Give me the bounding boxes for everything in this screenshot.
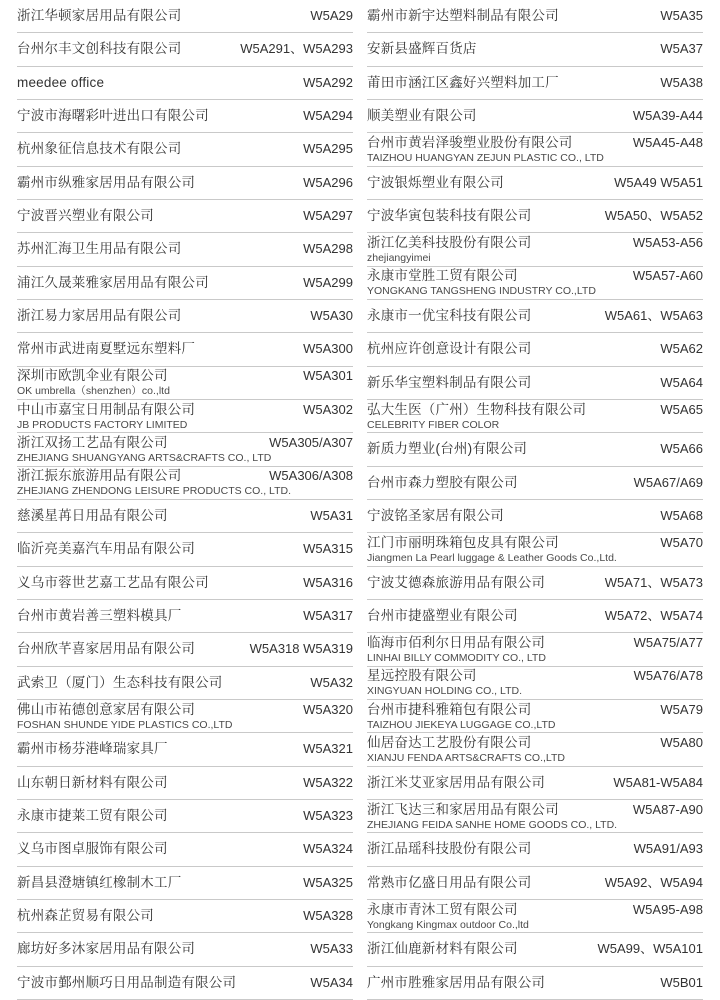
booth-code: W5A79: [660, 701, 703, 717]
exhibitor-row-main: [367, 841, 703, 857]
booth-code: W5A53-A56: [632, 234, 703, 250]
booth-code: W5A50、W5A52: [604, 208, 703, 224]
exhibitor-row: [17, 633, 353, 666]
company-name: 宁波市海曙彩叶进出口有限公司: [17, 108, 209, 124]
booth-code: W5A320: [303, 701, 353, 717]
company-name: 山东朝日新材料有限公司: [17, 774, 168, 790]
booth-code: W5A57-A60: [632, 268, 703, 284]
exhibitor-row-main: [17, 908, 353, 924]
booth-code: W5A297: [303, 208, 353, 224]
booth-code: W5B01: [660, 974, 703, 990]
company-name: 常州市武进南夏墅远东塑料厂: [17, 341, 196, 357]
exhibitor-row-main: [17, 341, 353, 357]
exhibitor-row: [367, 433, 703, 466]
exhibitor-row: [17, 600, 353, 633]
exhibitor-row: [367, 733, 703, 766]
booth-code: W5A61、W5A63: [604, 308, 703, 324]
exhibitor-row-main: [17, 241, 353, 257]
exhibitor-row-main: [17, 841, 353, 857]
company-name: 广州市胜雅家居用品有限公司: [367, 974, 546, 990]
exhibitor-row-main: [367, 75, 703, 91]
company-name: 杭州象征信息技术有限公司: [17, 141, 182, 157]
company-name: 临海市佰利尔日用品有限公司: [367, 634, 546, 650]
booth-code: W5A49 W5A51: [614, 174, 703, 190]
exhibitor-row: [367, 833, 703, 866]
exhibitor-row-main: [17, 641, 353, 657]
exhibitor-row: [17, 167, 353, 200]
company-name: 中山市嘉宝日用制品有限公司: [17, 401, 196, 417]
exhibitor-row: [17, 0, 353, 33]
booth-code: W5A316: [303, 574, 353, 590]
company-name: 浦江久晟莱雅家居用品有限公司: [17, 274, 209, 290]
exhibitor-row: [17, 667, 353, 700]
company-name: 霸州市杨芬港峰瑞家具厂: [17, 741, 168, 757]
booth-code: W5A315: [303, 541, 353, 557]
company-name: 永康市堂胜工贸有限公司: [367, 268, 518, 284]
exhibitor-row-main: [17, 402, 353, 418]
exhibitor-row: [367, 700, 703, 733]
exhibitor-row-main: [367, 735, 703, 751]
exhibitor-row-main: [17, 175, 353, 191]
company-name: 浙江双扬工艺品有限公司: [17, 434, 168, 450]
company-name: 江门市丽明珠箱包皮具有限公司: [367, 534, 559, 550]
exhibitor-row-main: [367, 702, 703, 718]
exhibitor-row-main: [367, 375, 703, 391]
company-name: 宁波华寅包装科技有限公司: [367, 208, 532, 224]
exhibitor-row: [17, 233, 353, 266]
exhibitor-row: [17, 33, 353, 66]
company-subname: TAIZHOU JIEKEYA LUGGAGE CO.,LTD: [367, 718, 556, 731]
exhibitor-row: [17, 833, 353, 866]
company-name: 慈溪星苒日用品有限公司: [17, 508, 168, 524]
exhibitor-row-main: [367, 41, 703, 57]
exhibitor-row: [367, 600, 703, 633]
company-name: 苏州汇海卫生用品有限公司: [17, 241, 182, 257]
exhibitor-row-main: [367, 341, 703, 357]
booth-code: W5A324: [303, 841, 353, 857]
exhibitor-row: [17, 300, 353, 333]
exhibitor-row: [367, 567, 703, 600]
booth-code: W5A322: [303, 774, 353, 790]
exhibitor-row: [17, 767, 353, 800]
exhibitor-row: [367, 400, 703, 433]
company-name: 宁波银烁塑业有限公司: [367, 174, 504, 190]
exhibitor-row: [17, 200, 353, 233]
company-subname: YONGKANG TANGSHENG INDUSTRY CO.,LTD: [367, 285, 596, 298]
exhibitor-row: [367, 633, 703, 666]
exhibitor-row-main: [17, 275, 353, 291]
exhibitor-row-main: [17, 468, 353, 484]
booth-code: W5A71、W5A73: [604, 574, 703, 590]
exhibitor-row: [17, 133, 353, 166]
exhibitor-row: [17, 800, 353, 833]
exhibitor-row: [17, 967, 353, 1000]
exhibitor-row-main: [17, 308, 353, 324]
exhibitor-row: [17, 267, 353, 300]
company-name: 台州市黄岩泽骏塑业股份有限公司: [367, 134, 573, 150]
booth-code: W5A294: [303, 108, 353, 124]
exhibitor-row: [367, 167, 703, 200]
company-subname: ZHEJIANG FEIDA SANHE HOME GOODS CO., LTD.: [367, 818, 618, 831]
company-name: 永康市捷莱工贸有限公司: [17, 808, 168, 824]
company-subname: zhejiangyimei: [367, 251, 431, 264]
booth-code: W5A29: [310, 8, 353, 24]
company-subname: Jiangmen La Pearl luggage & Leather Goods Co.,Ltd.: [367, 551, 617, 564]
exhibitor-row: [17, 100, 353, 133]
exhibitor-row-main: [17, 208, 353, 224]
exhibitor-row: [17, 67, 353, 100]
company-name: 浙江易力家居用品有限公司: [17, 308, 182, 324]
company-name: 安新县盛辉百货店: [367, 41, 477, 57]
exhibitor-row-main: [17, 575, 353, 591]
exhibitor-row: [17, 733, 353, 766]
exhibitor-row: [367, 100, 703, 133]
company-subname: ZHEJIANG SHUANGYANG ARTS&CRAFTS CO., LTD: [17, 451, 272, 464]
exhibitor-row-main: [367, 775, 703, 791]
company-name: 新乐华宝塑料制品有限公司: [367, 374, 532, 390]
exhibitor-row: [367, 33, 703, 66]
booth-code: W5A68: [660, 508, 703, 524]
exhibitor-row-main: [367, 135, 703, 151]
exhibitor-row: [367, 533, 703, 566]
company-subname: XINGYUAN HOLDING CO., LTD.: [367, 685, 522, 698]
exhibitor-row-main: [367, 902, 703, 918]
booth-code: W5A45-A48: [632, 134, 703, 150]
company-name: 永康市青沐工贸有限公司: [367, 901, 518, 917]
exhibitor-row-main: [367, 802, 703, 818]
exhibitor-row-main: [367, 8, 703, 24]
booth-code: W5A91/A93: [633, 841, 703, 857]
exhibitor-row: [367, 933, 703, 966]
exhibitor-row: [367, 500, 703, 533]
company-name: 义乌市蓉世艺嘉工艺品有限公司: [17, 574, 209, 590]
booth-code: W5A317: [303, 608, 353, 624]
exhibitor-row-main: [367, 575, 703, 591]
exhibitor-row-main: [367, 875, 703, 891]
exhibitor-row: [367, 800, 703, 833]
exhibitor-row-main: [367, 308, 703, 324]
company-name: 台州市捷盛塑业有限公司: [367, 608, 518, 624]
company-name: 台州欣芊喜家居用品有限公司: [17, 641, 196, 657]
exhibitor-row: [17, 500, 353, 533]
exhibitor-row-main: [17, 508, 353, 524]
company-subname: OK umbrella（shenzhen）co.,ltd: [17, 385, 170, 398]
exhibitor-row: [367, 133, 703, 166]
booth-code: W5A30: [310, 308, 353, 324]
exhibitor-row: [17, 333, 353, 366]
booth-code: W5A99、W5A101: [597, 941, 703, 957]
exhibitor-row-main: [367, 975, 703, 991]
booth-code: W5A296: [303, 174, 353, 190]
company-name: 义乌市图卓服饰有限公司: [17, 841, 168, 857]
company-name: meedee office: [17, 74, 105, 90]
booth-code: W5A300: [303, 341, 353, 357]
booth-code: W5A62: [660, 341, 703, 357]
exhibitor-row-main: [17, 941, 353, 957]
booth-code: W5A321: [303, 741, 353, 757]
exhibitor-row-main: [367, 208, 703, 224]
exhibitor-column-left: [17, 0, 353, 1000]
company-name: 宁波铭圣家居有限公司: [367, 508, 504, 524]
company-name: 弘大生医（广州）生物科技有限公司: [367, 401, 587, 417]
company-name: 顺美塑业有限公司: [367, 108, 477, 124]
booth-code: W5A291、W5A293: [240, 41, 353, 57]
company-name: 台州尔丰文创科技有限公司: [17, 41, 182, 57]
booth-code: W5A81-W5A84: [613, 774, 703, 790]
exhibitor-row: [367, 300, 703, 333]
booth-code: W5A72、W5A74: [604, 608, 703, 624]
booth-code: W5A39-A44: [632, 108, 703, 124]
exhibitor-row: [17, 567, 353, 600]
booth-code: W5A67/A69: [633, 474, 703, 490]
exhibitor-row: [367, 333, 703, 366]
booth-code: W5A75/A77: [633, 634, 703, 650]
exhibitor-row: [17, 933, 353, 966]
company-name: 浙江华顿家居用品有限公司: [17, 8, 182, 24]
booth-code: W5A34: [310, 974, 353, 990]
company-name: 霸州市纵雅家居用品有限公司: [17, 174, 196, 190]
exhibitor-row-main: [17, 702, 353, 718]
exhibitor-row-main: [17, 75, 353, 91]
booth-code: W5A37: [660, 41, 703, 57]
booth-code: W5A292: [303, 74, 353, 90]
exhibitor-row: [367, 967, 703, 1000]
company-name: 台州市森力塑胶有限公司: [367, 474, 518, 490]
company-subname: XIANJU FENDA ARTS&CRAFTS CO.,LTD: [367, 751, 565, 764]
exhibitor-row-main: [17, 775, 353, 791]
exhibitor-row-main: [367, 608, 703, 624]
exhibitor-row-main: [367, 475, 703, 491]
exhibitor-row: [17, 433, 353, 466]
exhibitor-row-main: [17, 975, 353, 991]
exhibitor-row: [17, 467, 353, 500]
booth-code: W5A298: [303, 241, 353, 257]
exhibitor-row-main: [367, 235, 703, 251]
company-name: 新质力塑业(台州)有限公司: [367, 441, 528, 457]
exhibitor-row: [367, 233, 703, 266]
company-name: 莆田市涵江区鑫好兴塑料加工厂: [367, 74, 559, 90]
company-name: 宁波市鄞州顺巧日用品制造有限公司: [17, 974, 237, 990]
company-name: 深圳市欧凯伞业有限公司: [17, 368, 168, 384]
company-name: 浙江米艾亚家居用品有限公司: [367, 774, 546, 790]
exhibitor-row-main: [17, 741, 353, 757]
exhibitor-row: [17, 533, 353, 566]
company-subname: TAIZHOU HUANGYAN ZEJUN PLASTIC CO., LTD: [367, 151, 604, 164]
exhibitor-row-main: [17, 435, 353, 451]
booth-code: W5A295: [303, 141, 353, 157]
exhibitor-row: [367, 900, 703, 933]
exhibitor-row-main: [367, 402, 703, 418]
company-name: 台州市黄岩善三塑料模具厂: [17, 608, 182, 624]
booth-code: W5A95-A98: [632, 901, 703, 917]
exhibitor-column-right: [367, 0, 703, 1000]
booth-code: W5A92、W5A94: [604, 874, 703, 890]
company-name: 仙居奋达工艺股份有限公司: [367, 734, 532, 750]
exhibitor-row-main: [17, 108, 353, 124]
booth-code: W5A305/A307: [269, 434, 353, 450]
exhibitor-row: [367, 200, 703, 233]
company-name: 浙江亿美科技股份有限公司: [367, 234, 532, 250]
company-name: 浙江振东旅游用品有限公司: [17, 468, 182, 484]
exhibitor-row-main: [367, 668, 703, 684]
booth-code: W5A299: [303, 274, 353, 290]
booth-code: W5A306/A308: [269, 468, 353, 484]
booth-code: W5A38: [660, 74, 703, 90]
booth-code: W5A325: [303, 874, 353, 890]
booth-code: W5A301: [303, 368, 353, 384]
company-name: 宁波艾德森旅游用品有限公司: [367, 574, 546, 590]
company-subname: ZHEJIANG ZHENDONG LEISURE PRODUCTS CO., LTD.: [17, 485, 291, 498]
company-name: 永康市一优宝科技有限公司: [367, 308, 532, 324]
company-subname: LINHAI BILLY COMMODITY CO., LTD: [367, 651, 546, 664]
booth-code: W5A76/A78: [633, 668, 703, 684]
company-name: 宁波晋兴塑业有限公司: [17, 208, 154, 224]
company-name: 霸州市新宇达塑料制品有限公司: [367, 8, 559, 24]
exhibitor-row-main: [17, 808, 353, 824]
company-subname: FOSHAN SHUNDE YIDE PLASTICS CO.,LTD: [17, 718, 233, 731]
exhibitor-row-main: [17, 608, 353, 624]
booth-code: W5A328: [303, 908, 353, 924]
exhibitor-row-main: [367, 635, 703, 651]
exhibitor-row-main: [367, 108, 703, 124]
exhibitor-row-main: [367, 268, 703, 284]
exhibitor-row-main: [17, 41, 353, 57]
exhibitor-row: [367, 867, 703, 900]
booth-code: W5A318 W5A319: [249, 641, 353, 657]
exhibitor-row-main: [367, 175, 703, 191]
company-subname: CELEBRITY FIBER COLOR: [367, 418, 500, 431]
booth-code: W5A323: [303, 808, 353, 824]
exhibitor-row-main: [17, 541, 353, 557]
exhibitor-row: [367, 267, 703, 300]
booth-code: W5A35: [660, 8, 703, 24]
company-name: 星远控股有限公司: [367, 668, 477, 684]
exhibitor-row: [367, 367, 703, 400]
booth-code: W5A66: [660, 441, 703, 457]
exhibitor-row: [17, 867, 353, 900]
exhibitor-row-main: [367, 441, 703, 457]
company-name: 临沂亮美嘉汽车用品有限公司: [17, 541, 196, 557]
company-name: 浙江仙鹿新材料有限公司: [367, 941, 518, 957]
company-name: 浙江品瑶科技股份有限公司: [367, 841, 532, 857]
exhibitor-row: [17, 700, 353, 733]
exhibitor-row-main: [367, 941, 703, 957]
exhibitor-row-main: [17, 8, 353, 24]
exhibitor-row: [17, 367, 353, 400]
company-name: 武索卫（厦门）生态科技有限公司: [17, 674, 223, 690]
booth-code: W5A31: [310, 508, 353, 524]
exhibitor-row: [367, 467, 703, 500]
company-subname: JB PRODUCTS FACTORY LIMITED: [17, 418, 188, 431]
booth-code: W5A87-A90: [632, 801, 703, 817]
exhibitor-row: [367, 767, 703, 800]
exhibitor-row: [17, 400, 353, 433]
exhibitor-row: [367, 667, 703, 700]
exhibitor-row-main: [17, 368, 353, 384]
exhibitor-row: [367, 67, 703, 100]
company-name: 新昌县澄塘镇红橡制木工厂: [17, 874, 182, 890]
company-name: 廊坊好多沐家居用品有限公司: [17, 941, 196, 957]
company-name: 杭州应许创意设计有限公司: [367, 341, 532, 357]
exhibitor-row-main: [17, 675, 353, 691]
company-name: 台州市捷科雅箱包有限公司: [367, 701, 532, 717]
exhibitor-row-main: [17, 875, 353, 891]
exhibitor-row-main: [367, 535, 703, 551]
company-name: 杭州森芷贸易有限公司: [17, 908, 154, 924]
booth-code: W5A302: [303, 401, 353, 417]
company-name: 常熟市亿盛日用品有限公司: [367, 874, 532, 890]
exhibitor-row-main: [367, 508, 703, 524]
exhibitor-row: [367, 0, 703, 33]
company-name: 佛山市祐德创意家居有限公司: [17, 701, 196, 717]
company-name: 浙江飞达三和家居用品有限公司: [367, 801, 559, 817]
booth-code: W5A80: [660, 734, 703, 750]
booth-code: W5A33: [310, 941, 353, 957]
exhibitor-row-main: [17, 141, 353, 157]
exhibitor-row: [17, 900, 353, 933]
company-subname: Yongkang Kingmax outdoor Co.,ltd: [367, 918, 529, 931]
booth-code: W5A64: [660, 374, 703, 390]
booth-code: W5A65: [660, 401, 703, 417]
booth-code: W5A32: [310, 674, 353, 690]
booth-code: W5A70: [660, 534, 703, 550]
